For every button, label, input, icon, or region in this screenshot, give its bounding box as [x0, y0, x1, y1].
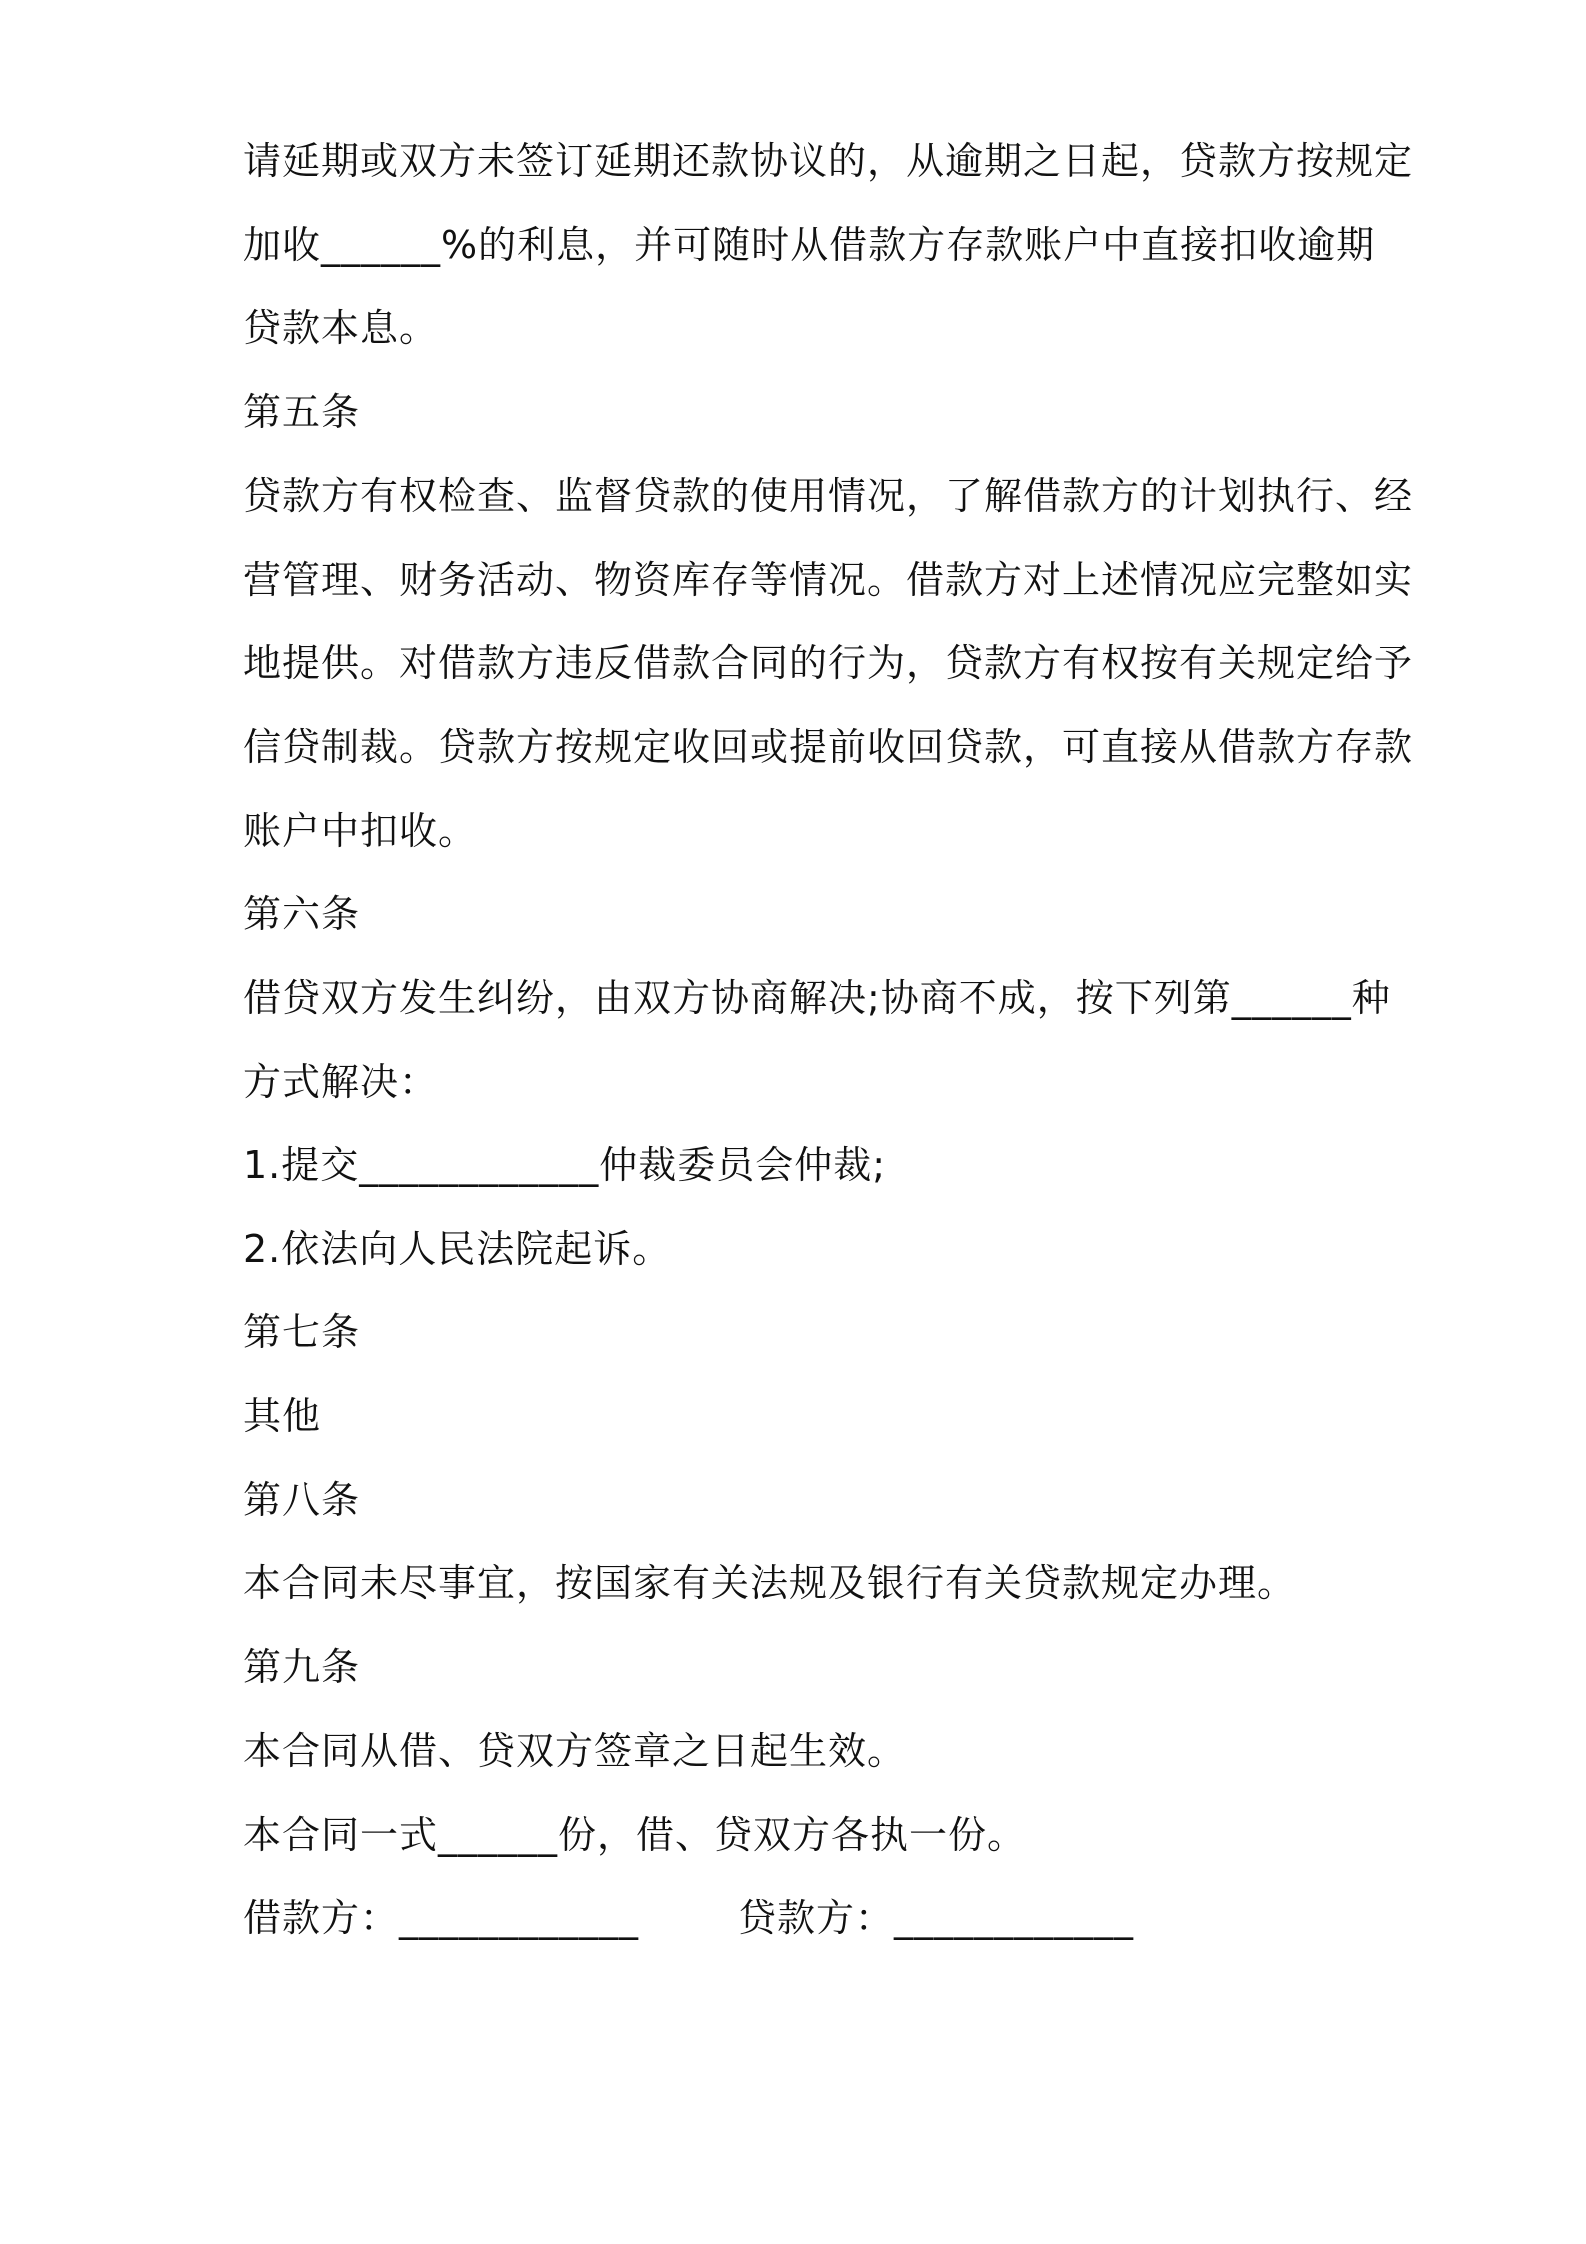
paragraph-line: 借贷双方发生纠纷，由双方协商解决;协商不成，按下列第______种 — [243, 976, 1391, 1020]
paragraph-line: 方式解决： — [243, 1060, 439, 1104]
article-heading: 第五条 — [243, 390, 361, 434]
paragraph-line: 营管理、财务活动、物资库存等情况。借款方对上述情况应完整如实 — [243, 558, 1414, 602]
article-heading: 第九条 — [243, 1645, 361, 1689]
article-heading: 第八条 — [243, 1478, 361, 1522]
paragraph-line: 本合同从借、贷双方签章之日起生效。 — [243, 1729, 907, 1773]
borrower-signature-field: 借款方：____________ — [243, 1896, 640, 1940]
paragraph-line: 贷款方有权检查、监督贷款的使用情况，了解借款方的计划执行、经 — [243, 474, 1414, 518]
paragraph-line: 信贷制裁。贷款方按规定收回或提前收回贷款，可直接从借款方存款 — [243, 725, 1414, 769]
signature-row — [243, 1893, 1134, 1943]
paragraph-line: 本合同一式______份，借、贷双方各执一份。 — [243, 1813, 1027, 1857]
paragraph-line: 其他 — [243, 1394, 322, 1438]
paragraph-line: 加收______%的利息，并可随时从借款方存款账户中直接扣收逾期 — [243, 223, 1376, 267]
article-heading: 第六条 — [243, 892, 361, 936]
lender-signature-field: 贷款方：____________ — [738, 1896, 1135, 1940]
paragraph-line: 请延期或双方未签订延期还款协议的，从逾期之日起，贷款方按规定 — [243, 139, 1414, 183]
list-item: 1.提交____________仲裁委员会仲裁; — [243, 1143, 887, 1187]
paragraph-line: 地提供。对借款方违反借款合同的行为，贷款方有权按有关规定给予 — [243, 641, 1414, 685]
paragraph-line: 账户中扣收。 — [243, 809, 478, 853]
paragraph-line: 本合同未尽事宜，按国家有关法规及银行有关贷款规定办理。 — [243, 1561, 1297, 1605]
article-heading: 第七条 — [243, 1310, 361, 1354]
list-item: 2.依法向人民法院起诉。 — [243, 1227, 672, 1271]
paragraph-line: 贷款本息。 — [243, 306, 439, 350]
